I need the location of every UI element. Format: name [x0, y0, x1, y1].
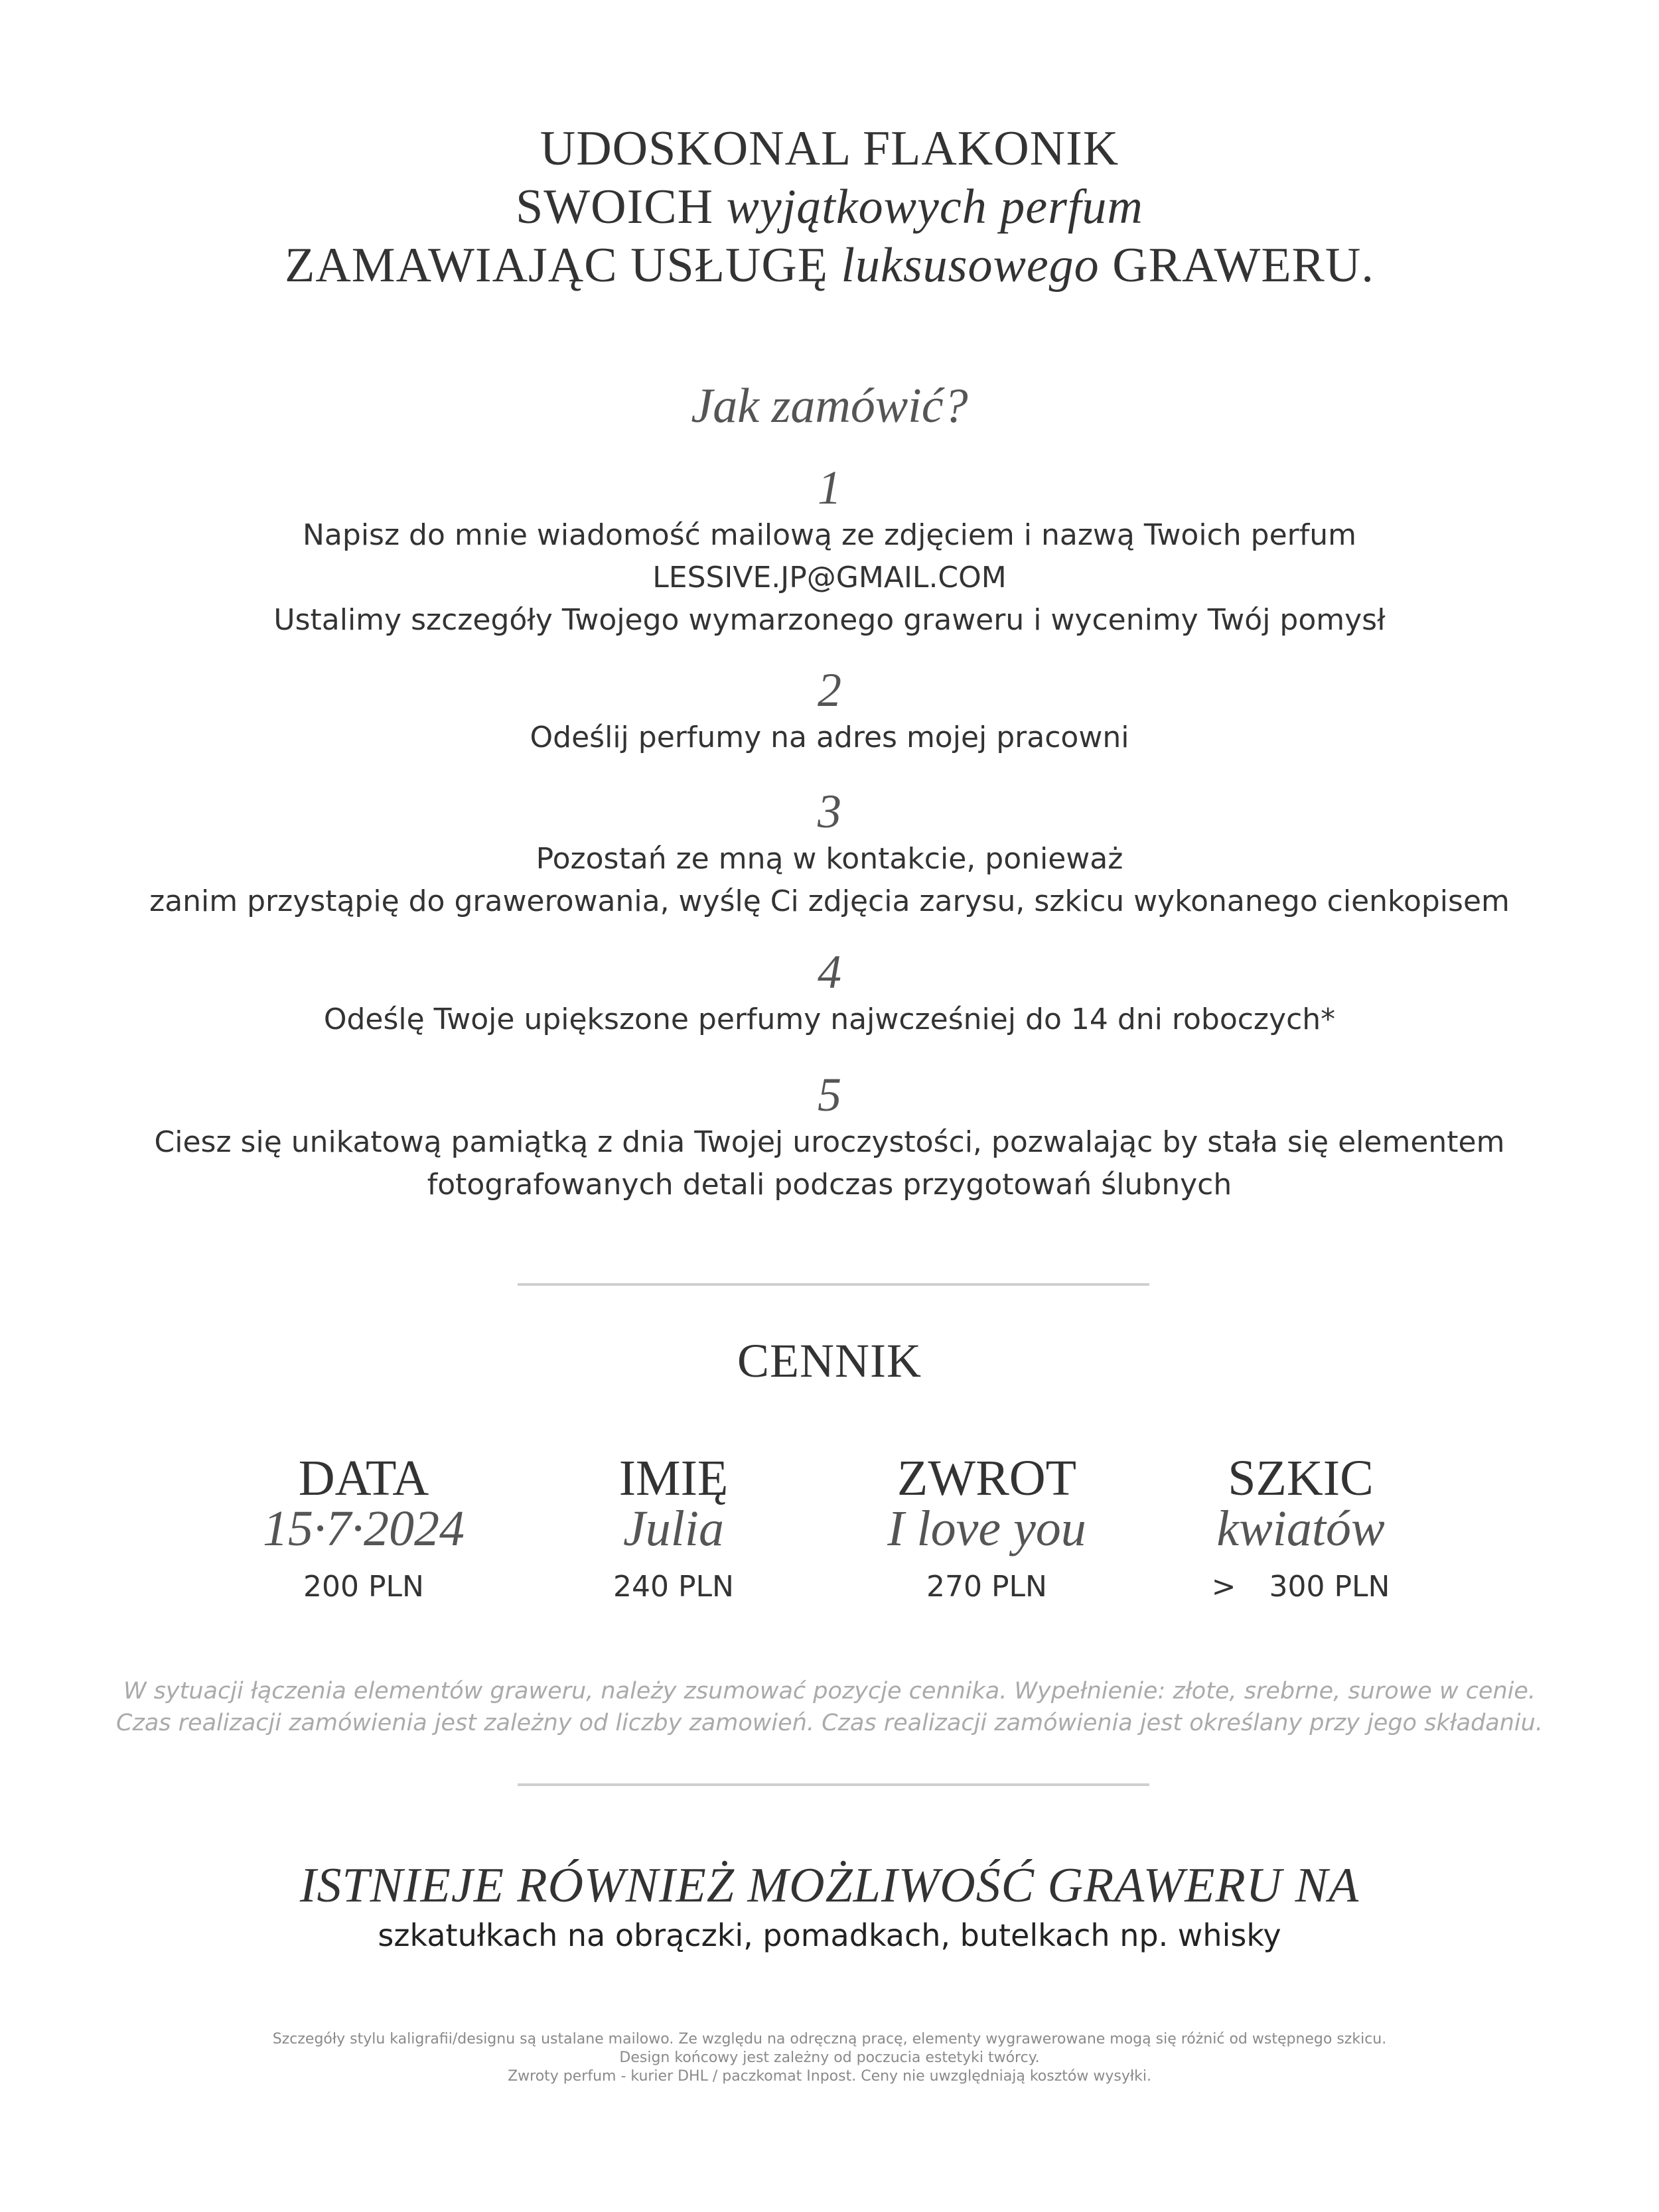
headline-line-2-caps: SWOICH — [516, 180, 727, 234]
headline-line-3-caps: ZAMAWIAJĄC USŁUGĘ — [285, 238, 841, 293]
step-line: Odeślij perfumy na adres mojej pracowni — [530, 721, 1129, 754]
pricing-note-line-1: W sytuacji łączenia elementów graweru, należy zsumować pozycje cennika. Wypełnienie: złote, srebrne, surowe w cenie. — [123, 1678, 1536, 1704]
price-item-price-row — [1168, 1567, 1433, 1607]
step-3 — [0, 785, 1659, 923]
step-email: LESSIVE.JP@GMAIL.COM — [652, 561, 1007, 594]
price-item-title: ZWROT — [897, 1450, 1077, 1506]
price-item-name — [541, 1450, 806, 1607]
step-line: Odeślę Twoje upiększone perfumy najwcześniej do 14 dni roboczych* — [323, 1002, 1336, 1036]
pricing-note — [0, 1675, 1659, 1739]
headline-line-1: UDOSKONAL FLAKONIK — [540, 121, 1119, 176]
howto-title: Jak zamówić? — [691, 379, 968, 433]
also-subtitle: szkatułkach na obrączki, pomadkach, butelkach np. whisky — [378, 1917, 1281, 1953]
headline — [0, 119, 1659, 295]
fineprint-line-3: Zwroty perfum - kurier DHL / paczkomat Inpost. Ceny nie uwzględniają kosztów wysyłki. — [508, 2068, 1151, 2085]
step-number: 1 — [818, 461, 841, 514]
pricing-note-line-2: Czas realizacji zamówienia jest zależny od liczby zamowień. Czas realizacji zamówienia jest określany przy jego składaniu. — [116, 1710, 1543, 1736]
step-line: Ustalimy szczegóły Twojego wymarzonego graweru i wycenimy Twój pomysł — [273, 603, 1386, 637]
step-line: Pozostań ze mną w kontakcie, ponieważ — [536, 842, 1123, 876]
divider — [518, 1283, 1149, 1286]
price-item-example: kwiatów — [1216, 1501, 1385, 1556]
price-item-price: 200 PLN — [303, 1570, 424, 1604]
chevron-right-icon: > — [1211, 1570, 1236, 1604]
price-item-example: 15·7·2024 — [263, 1501, 465, 1556]
price-item-title: DATA — [298, 1450, 429, 1506]
price-item-title: SZKIC — [1228, 1450, 1374, 1506]
price-item-phrase — [854, 1450, 1119, 1607]
price-item-sketch — [1168, 1450, 1433, 1607]
step-1 — [0, 461, 1659, 642]
headline-line-3-end: GRAWERU. — [1099, 238, 1374, 293]
divider — [518, 1783, 1149, 1786]
step-2 — [0, 663, 1659, 759]
step-line: Napisz do mnie wiadomość mailową ze zdjęciem i nazwą Twoich perfum — [303, 518, 1356, 552]
step-5 — [0, 1068, 1659, 1206]
headline-line-2-italic: wyjątkowych perfum — [726, 180, 1143, 234]
step-number: 4 — [818, 945, 841, 999]
step-line: Ciesz się unikatową pamiątką z dnia Twojej uroczystości, pozwalając by stała się elementem — [154, 1125, 1505, 1159]
step-line: fotografowanych detali podczas przygotowań ślubnych — [427, 1168, 1232, 1202]
price-item-price: 240 PLN — [613, 1570, 734, 1604]
also-title: ISTNIEJE RÓWNIEŻ MOŻLIWOŚĆ GRAWERU NA — [299, 1858, 1360, 1913]
price-item-example: I love you — [887, 1501, 1086, 1556]
price-item-price: 300 PLN — [1269, 1570, 1390, 1604]
step-line: zanim przystąpię do grawerowania, wyślę Ci zdjęcia zarysu, szkicu wykonanego cienkopisem — [149, 884, 1510, 918]
step-number: 2 — [818, 663, 841, 717]
fineprint-line-1: Szczegóły stylu kaligrafii/designu są ustalane mailowo. Ze względu na odręczną pracę, elementy wygrawerowane mogą się różnić od wstępnego szkicu. — [272, 2031, 1387, 2047]
price-item-title: IMIĘ — [618, 1450, 729, 1506]
fineprint — [0, 2030, 1659, 2086]
step-number: 5 — [818, 1068, 841, 1121]
pricing-title: CENNIK — [737, 1334, 922, 1387]
headline-line-2 — [0, 178, 1659, 236]
price-item-price: 270 PLN — [926, 1570, 1047, 1604]
step-4 — [0, 945, 1659, 1041]
headline-line-3 — [0, 236, 1659, 295]
fineprint-line-2: Design końcowy jest zależny od poczucia estetyki twórcy. — [619, 2049, 1040, 2066]
headline-line-3-italic: luksusowego — [841, 238, 1100, 293]
price-item-example: Julia — [623, 1501, 724, 1556]
price-item-date — [231, 1450, 496, 1607]
step-number: 3 — [818, 785, 841, 838]
